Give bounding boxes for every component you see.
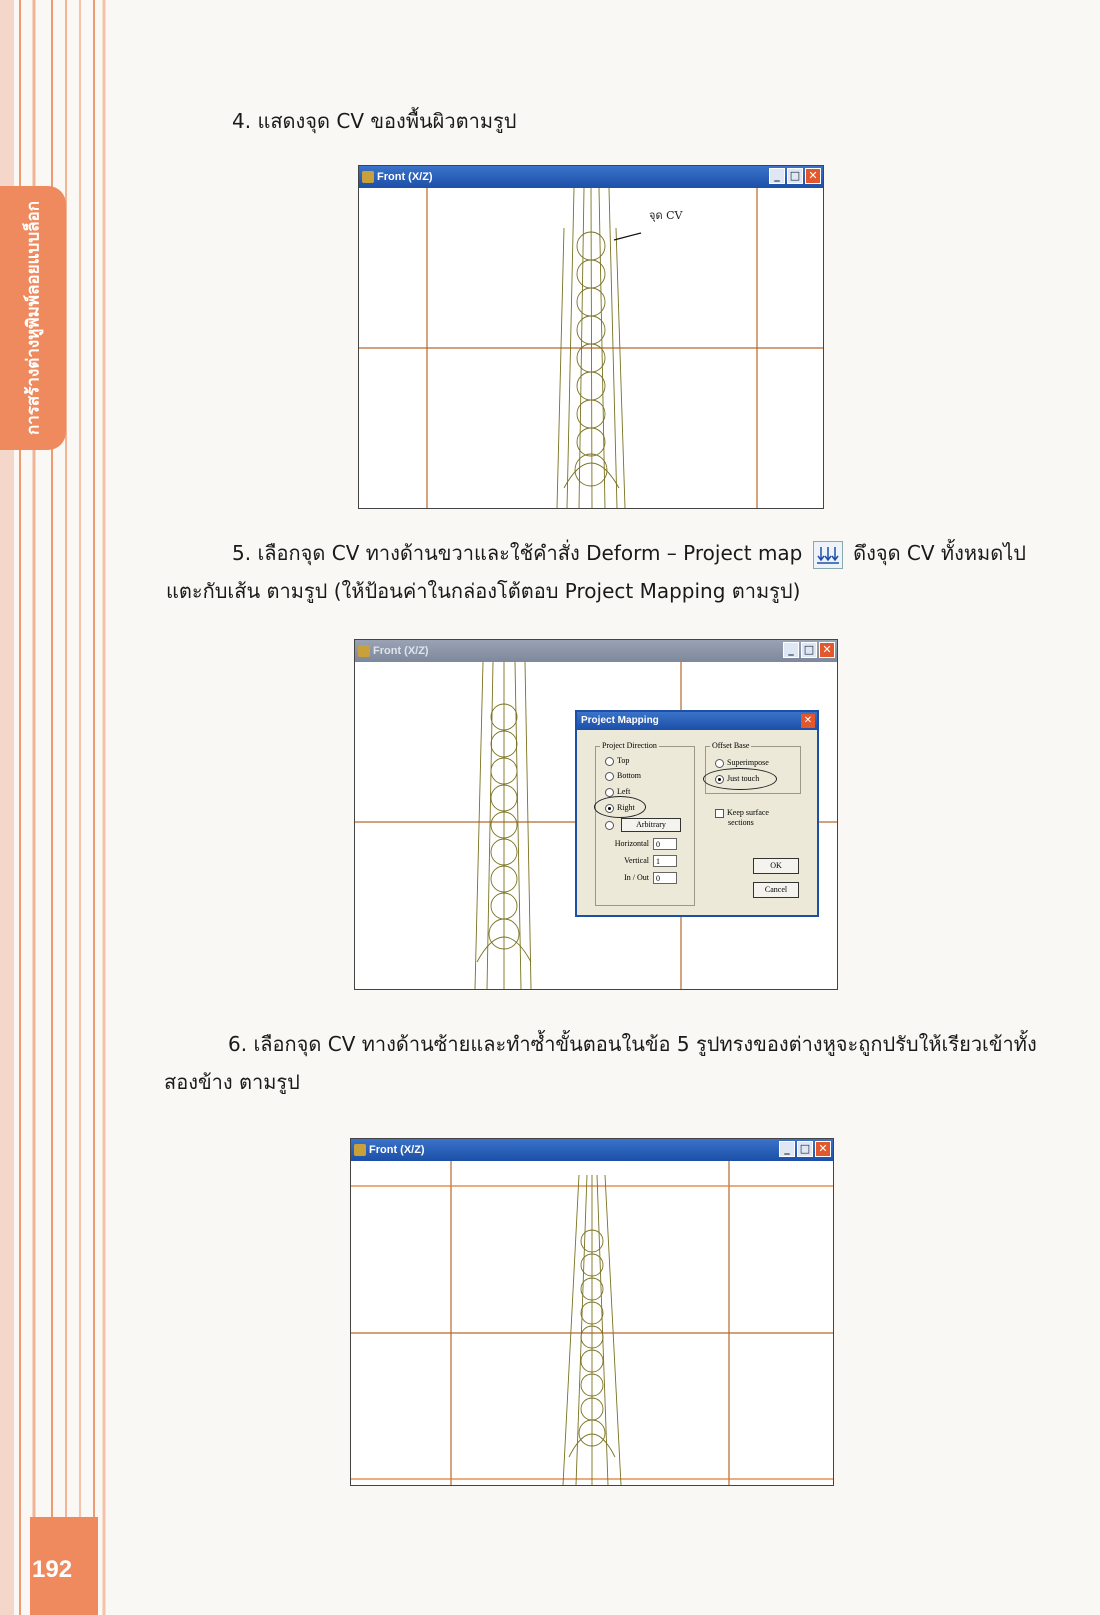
radio-icon[interactable] (605, 788, 614, 797)
viewport-canvas[interactable] (359, 188, 823, 508)
horizontal-label: Horizontal (614, 839, 649, 848)
vertical-label: Vertical (624, 856, 649, 865)
step-4 (232, 102, 516, 140)
app-icon (358, 645, 370, 657)
dialog-title: Project Mapping (581, 715, 659, 726)
checkbox-icon[interactable] (715, 809, 724, 818)
step-text: แสดงจุด CV ของพื้นผิวตามรูป (257, 109, 517, 133)
chapter-title: การสร้างต่างหูพิมพ์ลอยแบบล็อก (23, 200, 44, 436)
group-label: Project Direction (602, 741, 657, 750)
maximize-icon[interactable]: □ (797, 1141, 813, 1157)
vertical-input[interactable]: 1 (653, 855, 677, 867)
radio-arbitrary[interactable] (605, 820, 617, 830)
in-out-input[interactable]: 0 (653, 872, 677, 884)
radio-label: Superimpose (727, 758, 769, 767)
step-number: 5. (232, 541, 252, 565)
earring-wireframe (475, 662, 531, 989)
project-map-icon (813, 541, 843, 569)
step-6-line-2: สองข้าง ตามรูป (164, 1070, 300, 1094)
step-text: เลือกจุด CV ทางด้านขวาและใช้คำสั่ง Deform – Project map (257, 541, 803, 565)
checkbox-label: Keep surface (727, 808, 769, 817)
in-out-label: In / Out (624, 873, 649, 882)
project-mapping-dialog[interactable] (575, 710, 819, 917)
step-number: 6. (228, 1032, 248, 1056)
step-6 (228, 1025, 1037, 1063)
radio-label: Top (617, 756, 630, 765)
radio-label: Right (617, 803, 635, 812)
highlight-circle (703, 768, 777, 790)
keep-surface-checkbox[interactable] (715, 808, 769, 818)
maximize-icon[interactable]: □ (787, 168, 803, 184)
earring-wireframe (563, 1175, 621, 1485)
viewport-window-1[interactable] (358, 165, 824, 509)
radio-icon[interactable] (715, 759, 724, 768)
radio-label: Left (617, 787, 631, 796)
viewport-canvas[interactable] (351, 1161, 833, 1485)
step-number: 4. (232, 109, 252, 133)
step-text-continued: ดึงจุด CV ทั้งหมดไป (853, 541, 1026, 565)
app-icon (354, 1144, 366, 1156)
radio-superimpose[interactable] (715, 758, 769, 768)
window-titlebar[interactable] (351, 1139, 833, 1161)
close-icon[interactable]: ✕ (819, 642, 835, 658)
app-icon (362, 171, 374, 183)
radio-label: Just touch (727, 774, 760, 783)
viewport-window-3[interactable] (350, 1138, 834, 1486)
window-titlebar[interactable] (355, 640, 837, 662)
callout-label: จุด CV (649, 209, 683, 222)
close-icon[interactable]: ✕ (801, 714, 815, 728)
horizontal-input[interactable]: 0 (653, 838, 677, 850)
window-title: Front (X/Z) (377, 171, 433, 183)
minimize-icon[interactable]: _ (769, 168, 785, 184)
step-5 (232, 534, 1052, 572)
step-5-line-2: แตะกับเส้น ตามรูป (ให้ป้อนค่าในกล่องโต้ตอบ Project Mapping ตามรูป) (166, 579, 801, 603)
cancel-button[interactable]: Cancel (753, 882, 799, 898)
window-titlebar[interactable] (359, 166, 823, 188)
callout-arrow (614, 233, 641, 240)
ok-button[interactable]: OK (753, 858, 799, 874)
step-text: เลือกจุด CV ทางด้านซ้ายและทำซ้ำขั้นตอนในข้อ 5 รูปทรงของต่างหูจะถูกปรับให้เรียวเข้าทั้ง (253, 1032, 1037, 1056)
radio-icon[interactable] (605, 757, 614, 766)
window-title: Front (X/Z) (373, 645, 429, 657)
dialog-titlebar[interactable] (577, 712, 817, 730)
radio-icon[interactable] (605, 772, 614, 781)
page-number: 192 (32, 1556, 73, 1583)
keep-surface-checkbox-line2: sections (728, 818, 754, 827)
minimize-icon[interactable]: _ (783, 642, 799, 658)
group-label: Offset Base (712, 741, 750, 750)
arbitrary-button[interactable]: Arbitrary (621, 818, 681, 832)
radio-bottom[interactable] (605, 771, 641, 781)
highlight-circle (594, 796, 646, 818)
maximize-icon[interactable]: □ (801, 642, 817, 658)
window-title: Front (X/Z) (369, 1144, 425, 1156)
viewport-window-2[interactable] (354, 639, 838, 990)
radio-icon[interactable] (605, 821, 614, 830)
close-icon[interactable]: ✕ (805, 168, 821, 184)
radio-label: Bottom (617, 771, 642, 780)
minimize-icon[interactable]: _ (779, 1141, 795, 1157)
radio-top[interactable] (605, 756, 629, 766)
close-icon[interactable]: ✕ (815, 1141, 831, 1157)
